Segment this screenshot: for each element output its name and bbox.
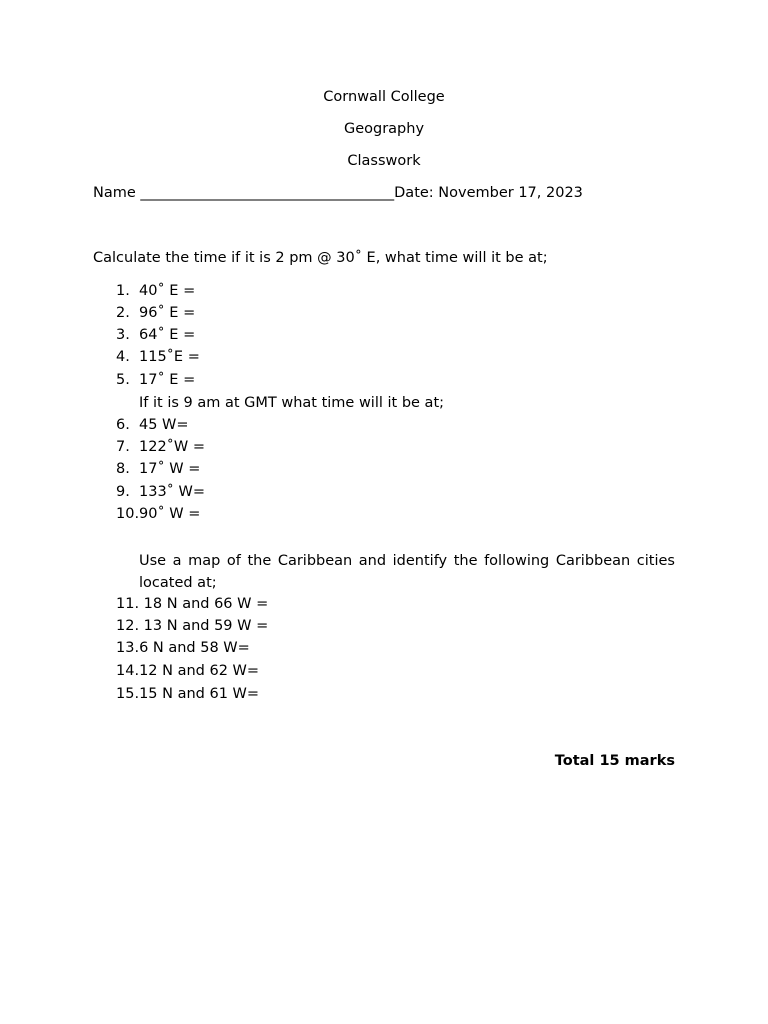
item-text: 12 N and 62 W=: [139, 663, 260, 679]
list-item: [116, 327, 195, 343]
item-text: 6 N and 58 W=: [139, 640, 250, 656]
item-number: 8.: [116, 461, 130, 477]
item-text: 15 N and 61 W=: [139, 686, 260, 702]
item-number: 4.: [116, 349, 130, 365]
item-number: 1.: [116, 283, 130, 299]
list-item: [116, 484, 205, 500]
item-number: 10.: [116, 506, 140, 522]
item-text: 64˚ E =: [139, 327, 196, 343]
item-text: 45 W=: [139, 417, 189, 433]
name-date-line: [93, 185, 583, 201]
assignment-type: Classwork: [347, 153, 421, 169]
item-number: 12.: [116, 618, 140, 634]
school-name: Cornwall College: [323, 89, 445, 105]
item-text: 96˚ E =: [139, 305, 196, 321]
name-label: Name: [93, 185, 136, 201]
item-number: 11.: [116, 596, 140, 612]
subject-title: Geography: [343, 121, 425, 137]
item-text: 115˚E =: [139, 349, 200, 365]
list-item: [116, 372, 195, 388]
list-item: [116, 283, 195, 299]
list-item: [116, 439, 205, 455]
item-number: 2.: [116, 305, 130, 321]
list-item: [116, 461, 200, 477]
section1-instruction: Calculate the time if it is 2 pm @ 30˚ E, what time will it be at;: [93, 250, 548, 266]
item-number: 15.: [116, 686, 140, 702]
list-item: [116, 618, 268, 634]
list-item: [116, 506, 200, 522]
section3-instruction: Use a map of the Caribbean and identify the following Caribbean cities located at;: [139, 553, 675, 591]
item-number: 6.: [116, 417, 130, 433]
item-text: 40˚ E =: [139, 283, 196, 299]
section2-instruction: If it is 9 am at GMT what time will it be at;: [139, 395, 445, 411]
item-number: 13.: [116, 640, 140, 656]
item-number: 3.: [116, 327, 130, 343]
item-text: 17˚ W =: [139, 461, 201, 477]
item-text: 13 N and 59 W =: [143, 618, 269, 634]
list-item: [116, 663, 259, 679]
list-item: [116, 640, 250, 656]
list-item: [116, 686, 259, 702]
item-text: 90˚ W =: [139, 506, 201, 522]
total-marks: Total 15 marks: [554, 753, 675, 769]
list-item: [116, 305, 195, 321]
item-text: 122˚W =: [139, 439, 206, 455]
item-number: 14.: [116, 663, 140, 679]
item-number: 7.: [116, 439, 130, 455]
name-blank: ___________________________________: [140, 185, 395, 201]
list-item: [116, 417, 189, 433]
date-text: Date: November 17, 2023: [394, 185, 583, 201]
list-item: [116, 596, 268, 612]
item-text: 17˚ E =: [139, 372, 196, 388]
item-number: 9.: [116, 484, 130, 500]
item-number: 5.: [116, 372, 130, 388]
list-item: [116, 349, 200, 365]
item-text: 18 N and 66 W =: [143, 596, 269, 612]
item-text: 133˚ W=: [139, 484, 206, 500]
